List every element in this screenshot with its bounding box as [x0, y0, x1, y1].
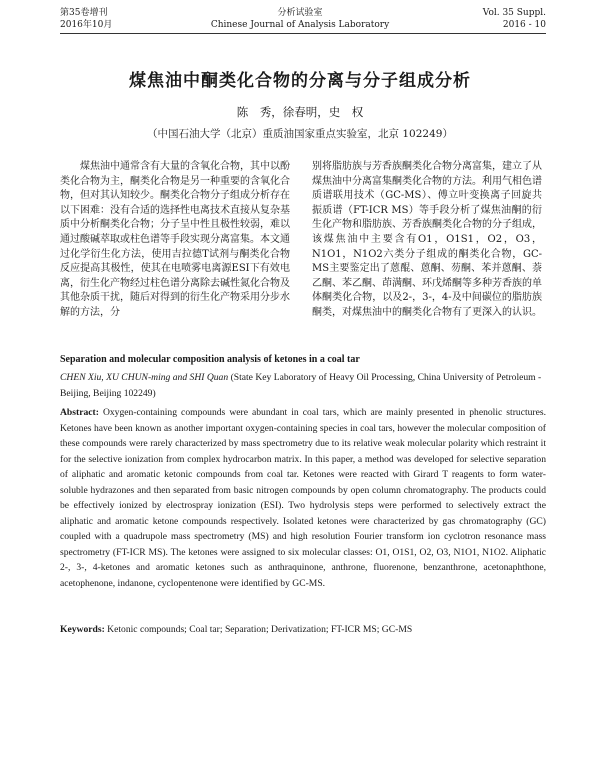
- body-text-left: 煤焦油中通常含有大量的含氧化合物，其中以酚类化合物为主，酮类化合物是另一种重要的含氧化合物，但对其认知较少。酮类化合物分子组成分析存在以下困难：没有合适的选择性电离技术直接从复杂基质中分析酮类化合物；分子呈中性且极性较弱，难以通过酸碱萃取或柱色谱等手段实现分离富集。本文通过化学衍生化方法，使用吉拉德T试剂与酮类化合物反应提高其极性，使其在电喷雾电离源ESI下有效电离，衍生化产物经过柱色谱分离除去碱性氮化合物及其他杂质干扰，随后对得到的衍生化产物采用分步水解的方法，分: [60, 161, 290, 318]
- paper-title: 煤焦油中酮类化合物的分离与分子组成分析: [129, 71, 471, 91]
- header-journal-cn: 分析试验室: [277, 8, 323, 18]
- english-keywords: [60, 622, 546, 638]
- paper-authors: 陈 秀，徐春明，史 权: [236, 105, 364, 119]
- english-author-affiliation: (State Key Laboratory of Heavy Oil Processing, China University of Petroleum - Beijing, Beijing 102249): [60, 372, 542, 399]
- header-volume-cn: 第35卷增刊: [60, 8, 108, 18]
- english-title: Separation and molecular composition analysis of ketones in a coal tar: [60, 354, 360, 365]
- header-journal-en: Chinese Journal of Analysis Laboratory: [210, 20, 390, 30]
- paper-affiliation: （中国石油大学（北京）重质油国家重点实验室，北京 102249）: [147, 128, 453, 140]
- header-date-en: 2016 - 10: [502, 20, 546, 30]
- english-abstract: [60, 405, 546, 591]
- abstract-text: Oxygen-containing compounds were abundant in coal tars, which are mainly presented in phenolic structures. Ketones have been known as another important oxygen-containing species in coal tars, however the molecular composition of these compounds were rarely characterized by mass spectrometry due to its relative weak molecular polarity which restraint it for the selective ionization from complex hydrocarbon matrix. In this paper, a method was developed for selective separation of aliphatic and aromatic ketonic compounds from coal tar. Ketones were reacted with Girard T reagents to form water-soluble hydrazones and then separated from basic nitrogen compounds by open column chromatography. The products could be effectively ionized by electrospray ionization (ESI). Two hydrolysis steps were performed to selectively extract the aliphatic and aromatic ketone compounds respectively. Isolated ketones were characterized by gas chromatography (GC) coupled with a quadrupole mass spectrometry (MS) and high resolution Fourier transform ion cyclotron resonance mass spectrometry (FT-ICR MS). The ketones were assigned to six molecular classes: O1, O1S1, O2, O3, N1O1, N1O2. Aliphatic 2-, 3-, 4-ketones and aromatic ketones such as anthraquinone, anthrone, fluorenone, benzanthrone, acetonaphthone, acetophenone, indanone, cyclopentenone were identified by GC-MS.: [60, 407, 546, 589]
- keywords-label: Keywords:: [60, 624, 105, 635]
- header-date-cn: 2016年10月: [60, 20, 113, 30]
- body-column-right: [312, 160, 542, 350]
- keywords-text: Ketonic compounds; Coal tar; Separation; Derivatization; FT-ICR MS; GC-MS: [107, 624, 413, 635]
- header-rule: [60, 33, 546, 34]
- english-authors: [60, 370, 546, 401]
- english-author-names: CHEN Xiu, XU CHUN-ming and SHI Quan: [60, 372, 229, 383]
- body-column-left: [60, 160, 290, 350]
- abstract-label: Abstract:: [60, 407, 99, 418]
- body-text-right: 别将脂肪族与芳香族酮类化合物分离富集，建立了从煤焦油中分离富集酮类化合物的方法。利用气相色谱质谱联用技术（GC-MS）、傅立叶变换离子回旋共振质谱（FT-ICR MS）等手段分析了煤焦油酮的衍生化产物和脂肪族、芳香族酮类化合物的分子组成，该煤焦油中主要含有O1，O1S1，O2，O3，N1O1，N1O2六类分子组成的酮类化合物，GC-MS主要鉴定出了蒽醌、蒽酮、芴酮、苯并蒽酮、萘乙酮、苯乙酮、茚满酮、环戊烯酮等多种芳香族的单体酮类化合物，以及2-，3-，4-及中间碳位的脂肪族酮类，对煤焦油中的酮类化合物有了更深入的认识。: [312, 161, 542, 318]
- header-volume-en: Vol. 35 Suppl.: [482, 8, 546, 18]
